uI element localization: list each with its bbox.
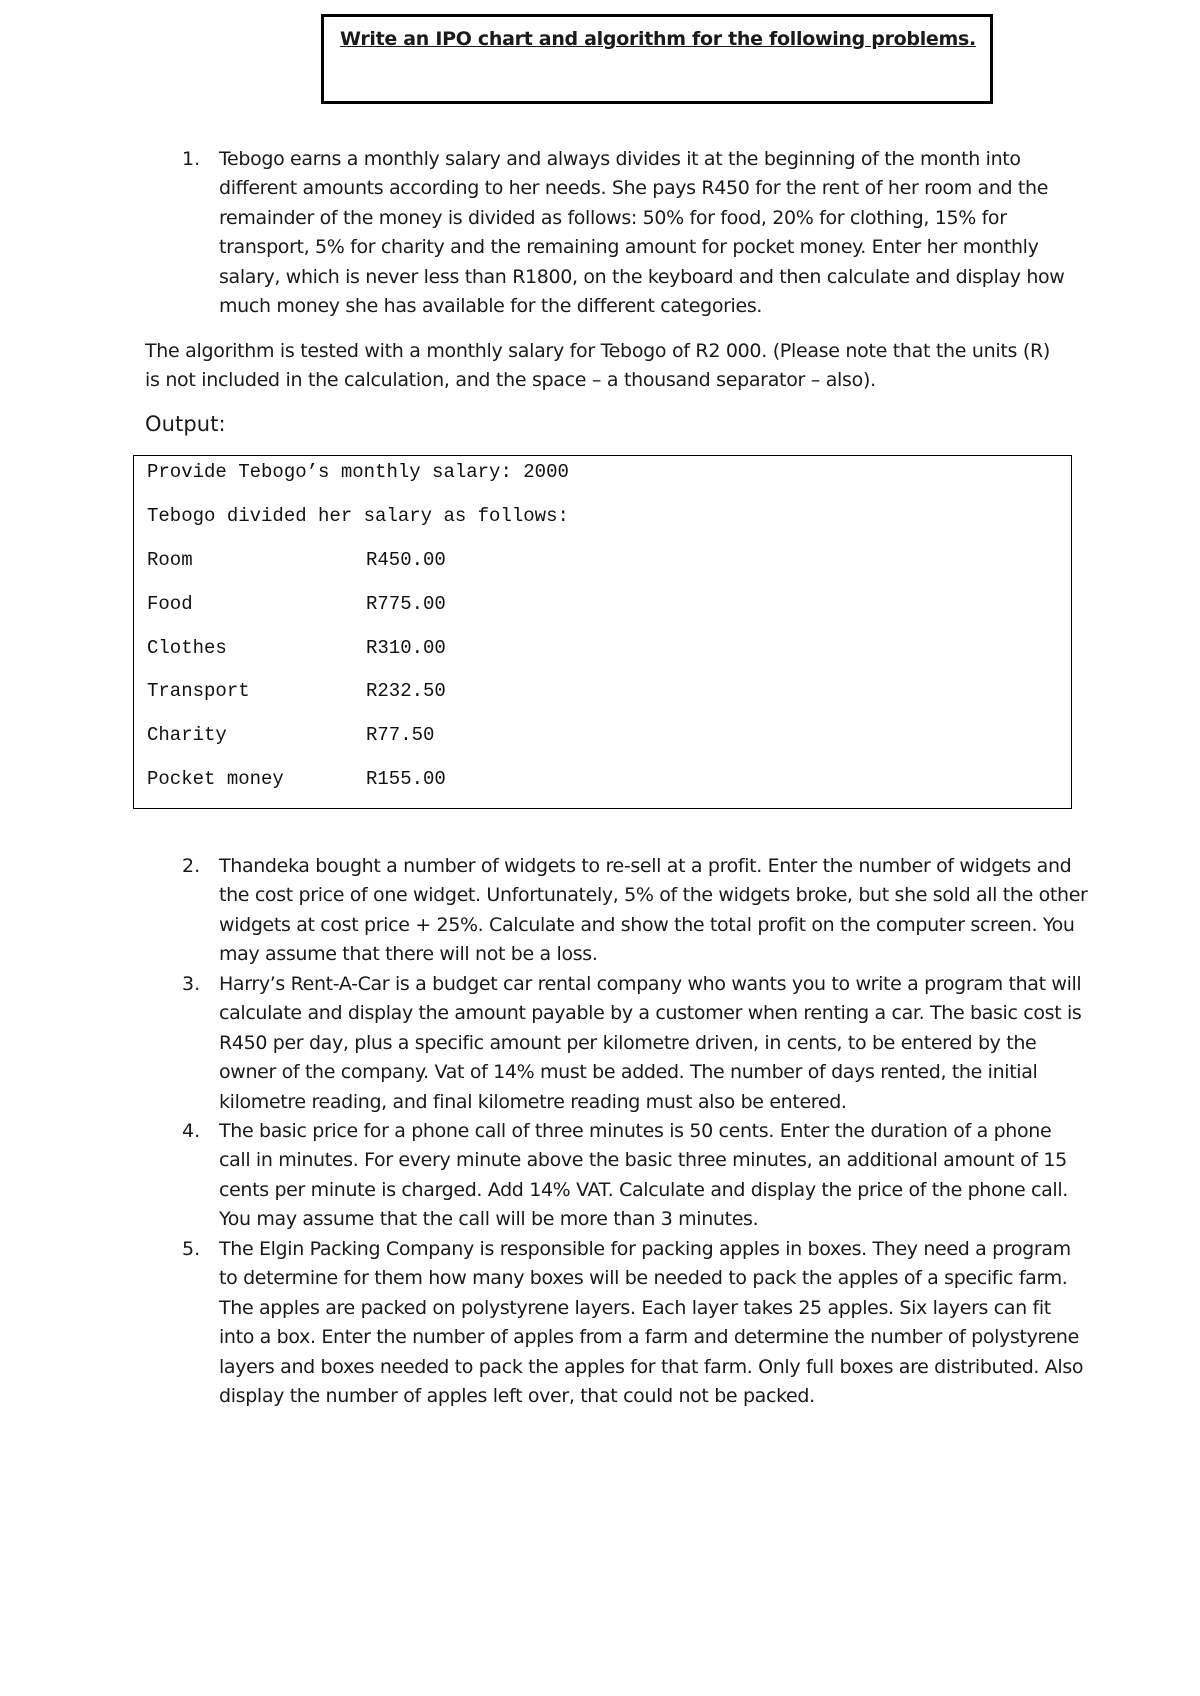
problem-item-5 <box>148 1235 1088 1411</box>
output-row-value: R775.00 <box>366 593 446 615</box>
problem-item-4 <box>148 1117 1088 1235</box>
problem-number: 1. <box>182 148 201 170</box>
problem-text: Harry’s Rent-A-Car is a budget car rental company who wants you to write a program that will calculate and display the amount payable by a customer when renting a car. The basic cost is R450 per day, plus a specific amount per kilometre driven, in cents, to be entered by the owner of the company. Vat of 14% must be added. The number of days rented, the initial kilometre reading, and final kilometre reading must also be entered. <box>219 973 1082 1113</box>
output-row-label: Clothes <box>147 637 227 659</box>
test-note: The algorithm is tested with a monthly salary for Tebogo of R2 000. (Please note that the units (R) is not included in the calculation, and the space – a thousand separator – also). <box>145 340 1050 391</box>
output-row-value: R450.00 <box>366 549 446 571</box>
output-row-value: R232.50 <box>366 680 446 702</box>
problem-number: 2. <box>182 855 201 877</box>
problem-item-3 <box>148 970 1088 1117</box>
sample-output-box <box>133 455 1072 809</box>
output-row-label: Food <box>147 593 193 615</box>
problem-text: Tebogo earns a monthly salary and always divides it at the beginning of the month into different amounts according to her needs. She pays R450 for the rent of her room and the remainder of the money is divided as follows: 50% for food, 20% for clothing, 15% for transport, 5% for charity and the remaining amount for pocket money. Enter her monthly salary, which is never less than R1800, on the keyboard and then calculate and display how much money she has available for the different categories. <box>219 148 1065 318</box>
summary-line: Tebogo divided her salary as follows: <box>147 505 569 527</box>
problem-item-1 <box>148 145 1088 321</box>
instruction-title: Write an IPO chart and algorithm for the following problems. <box>340 28 976 50</box>
output-row-label: Pocket money <box>147 768 284 790</box>
problem-text: Thandeka bought a number of widgets to re-sell at a profit. Enter the number of widgets and the cost price of one widget. Unfortunately, 5% of the widgets broke, but she sold all the other widgets at cost price + 25%. Calculate and show the total profit on the computer screen. You may assume that there will not be a loss. <box>219 855 1088 966</box>
output-row-value: R310.00 <box>366 637 446 659</box>
output-row-label: Room <box>147 549 193 571</box>
prompt-line: Provide Tebogo’s monthly salary: 2000 <box>147 461 569 483</box>
output-row-value: R155.00 <box>366 768 446 790</box>
output-row-label: Transport <box>147 680 250 702</box>
problem-number: 5. <box>182 1238 201 1260</box>
problem-text: The Elgin Packing Company is responsible for packing apples in boxes. They need a program to determine for them how many boxes will be needed to pack the apples of a specific farm. The apples are packed on polystyrene layers. Each layer takes 25 apples. Six layers can fit into a box. Enter the number of apples from a farm and determine the number of polystyrene layers and boxes needed to pack the apples for that farm. Only full boxes are distributed. Also display the number of apples left over, that could not be packed. <box>219 1238 1084 1408</box>
output-heading: Output: <box>145 412 226 436</box>
output-row-label: Charity <box>147 724 227 746</box>
output-row-value: R77.50 <box>366 724 435 746</box>
problem-number: 4. <box>182 1120 201 1142</box>
problem-text: The basic price for a phone call of three minutes is 50 cents. Enter the duration of a phone call in minutes. For every minute above the basic three minutes, an additional amount of 15 cents per minute is charged. Add 14% VAT. Calculate and display the price of the phone call. You may assume that the call will be more than 3 minutes. <box>219 1120 1068 1231</box>
problem-item-2 <box>148 852 1088 970</box>
instruction-box <box>321 14 993 104</box>
problem-number: 3. <box>182 973 201 995</box>
